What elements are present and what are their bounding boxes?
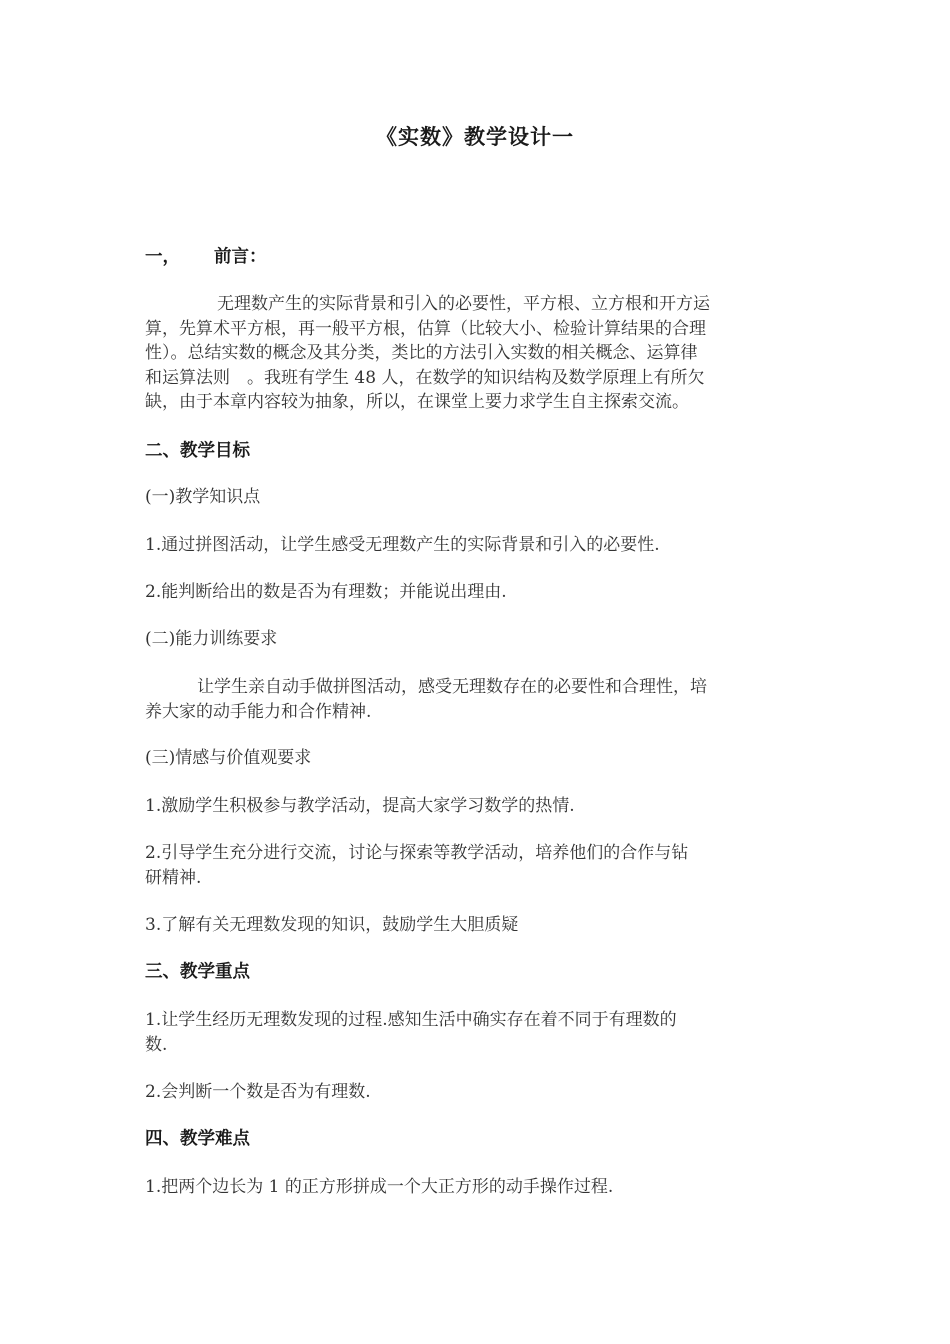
paragraph-line: 2.引导学生充分进行交流，讨论与探索等教学活动，培养他们的合作与钻 — [145, 843, 689, 863]
paragraph-line: 让学生亲自动手做拼图活动，感受无理数存在的必要性和合理性，培 — [197, 677, 707, 697]
subheading-ability: (二)能力训练要求 — [145, 629, 278, 649]
list-item: 3.了解有关无理数发现的知识，鼓励学生大胆质疑 — [145, 915, 519, 935]
subheading-emotion: (三)情感与价值观要求 — [145, 748, 312, 768]
paragraph-line: 无理数产生的实际背景和引入的必要性，平方根、立方根和开方运 — [217, 294, 710, 314]
list-item: 1.通过拼图活动，让学生感受无理数产生的实际背景和引入的必要性. — [145, 535, 660, 555]
list-item — [145, 1008, 810, 1057]
list-item: 2.能判断给出的数是否为有理数；并能说出理由. — [145, 582, 507, 602]
list-item: 1.激励学生积极参与教学活动，提高大家学习数学的热情. — [145, 796, 575, 816]
list-item — [145, 841, 810, 890]
list-item: 2.会判断一个数是否为有理数. — [145, 1082, 371, 1102]
paragraph-line: 养大家的动手能力和合作精神. — [145, 701, 372, 722]
heading-text: 前言： — [214, 247, 267, 267]
section-heading-difficulties: 四、教学难点 — [145, 1129, 250, 1149]
paragraph-line: 算，先算术平方根，再一般平方根，估算（比较大小、检验计算结果的合理 — [145, 318, 706, 339]
paragraph-line: 性）。总结实数的概念及其分类，类比的方法引入实数的相关概念、运算律 — [145, 343, 698, 363]
paragraph-line: 研精神. — [145, 867, 202, 888]
paragraph-line: 和运算法则 。我班有学生 48 人，在数学的知识结构及数学原理上有所欠 — [145, 367, 705, 388]
section-heading-key-points: 三、教学重点 — [145, 962, 250, 982]
section-heading-preface — [145, 245, 810, 270]
paragraph-line: 1.让学生经历无理数发现的过程.感知生活中确实存在着不同于有理数的 — [145, 1010, 677, 1030]
paragraph-line: 缺，由于本章内容较为抽象，所以，在课堂上要力求学生自主探索交流。 — [145, 392, 689, 412]
heading-number: 一， — [145, 247, 180, 267]
ability-paragraph — [145, 675, 810, 724]
section-heading-goals: 二、教学目标 — [145, 441, 250, 461]
paragraph-line: 数. — [145, 1034, 168, 1055]
preface-paragraph — [145, 292, 810, 415]
subheading-knowledge: (一)教学知识点 — [145, 487, 261, 507]
list-item: 1.把两个边长为 1 的正方形拼成一个大正方形的动手操作过程. — [145, 1177, 614, 1197]
document-title: 《实数》教学设计一 — [376, 124, 574, 149]
